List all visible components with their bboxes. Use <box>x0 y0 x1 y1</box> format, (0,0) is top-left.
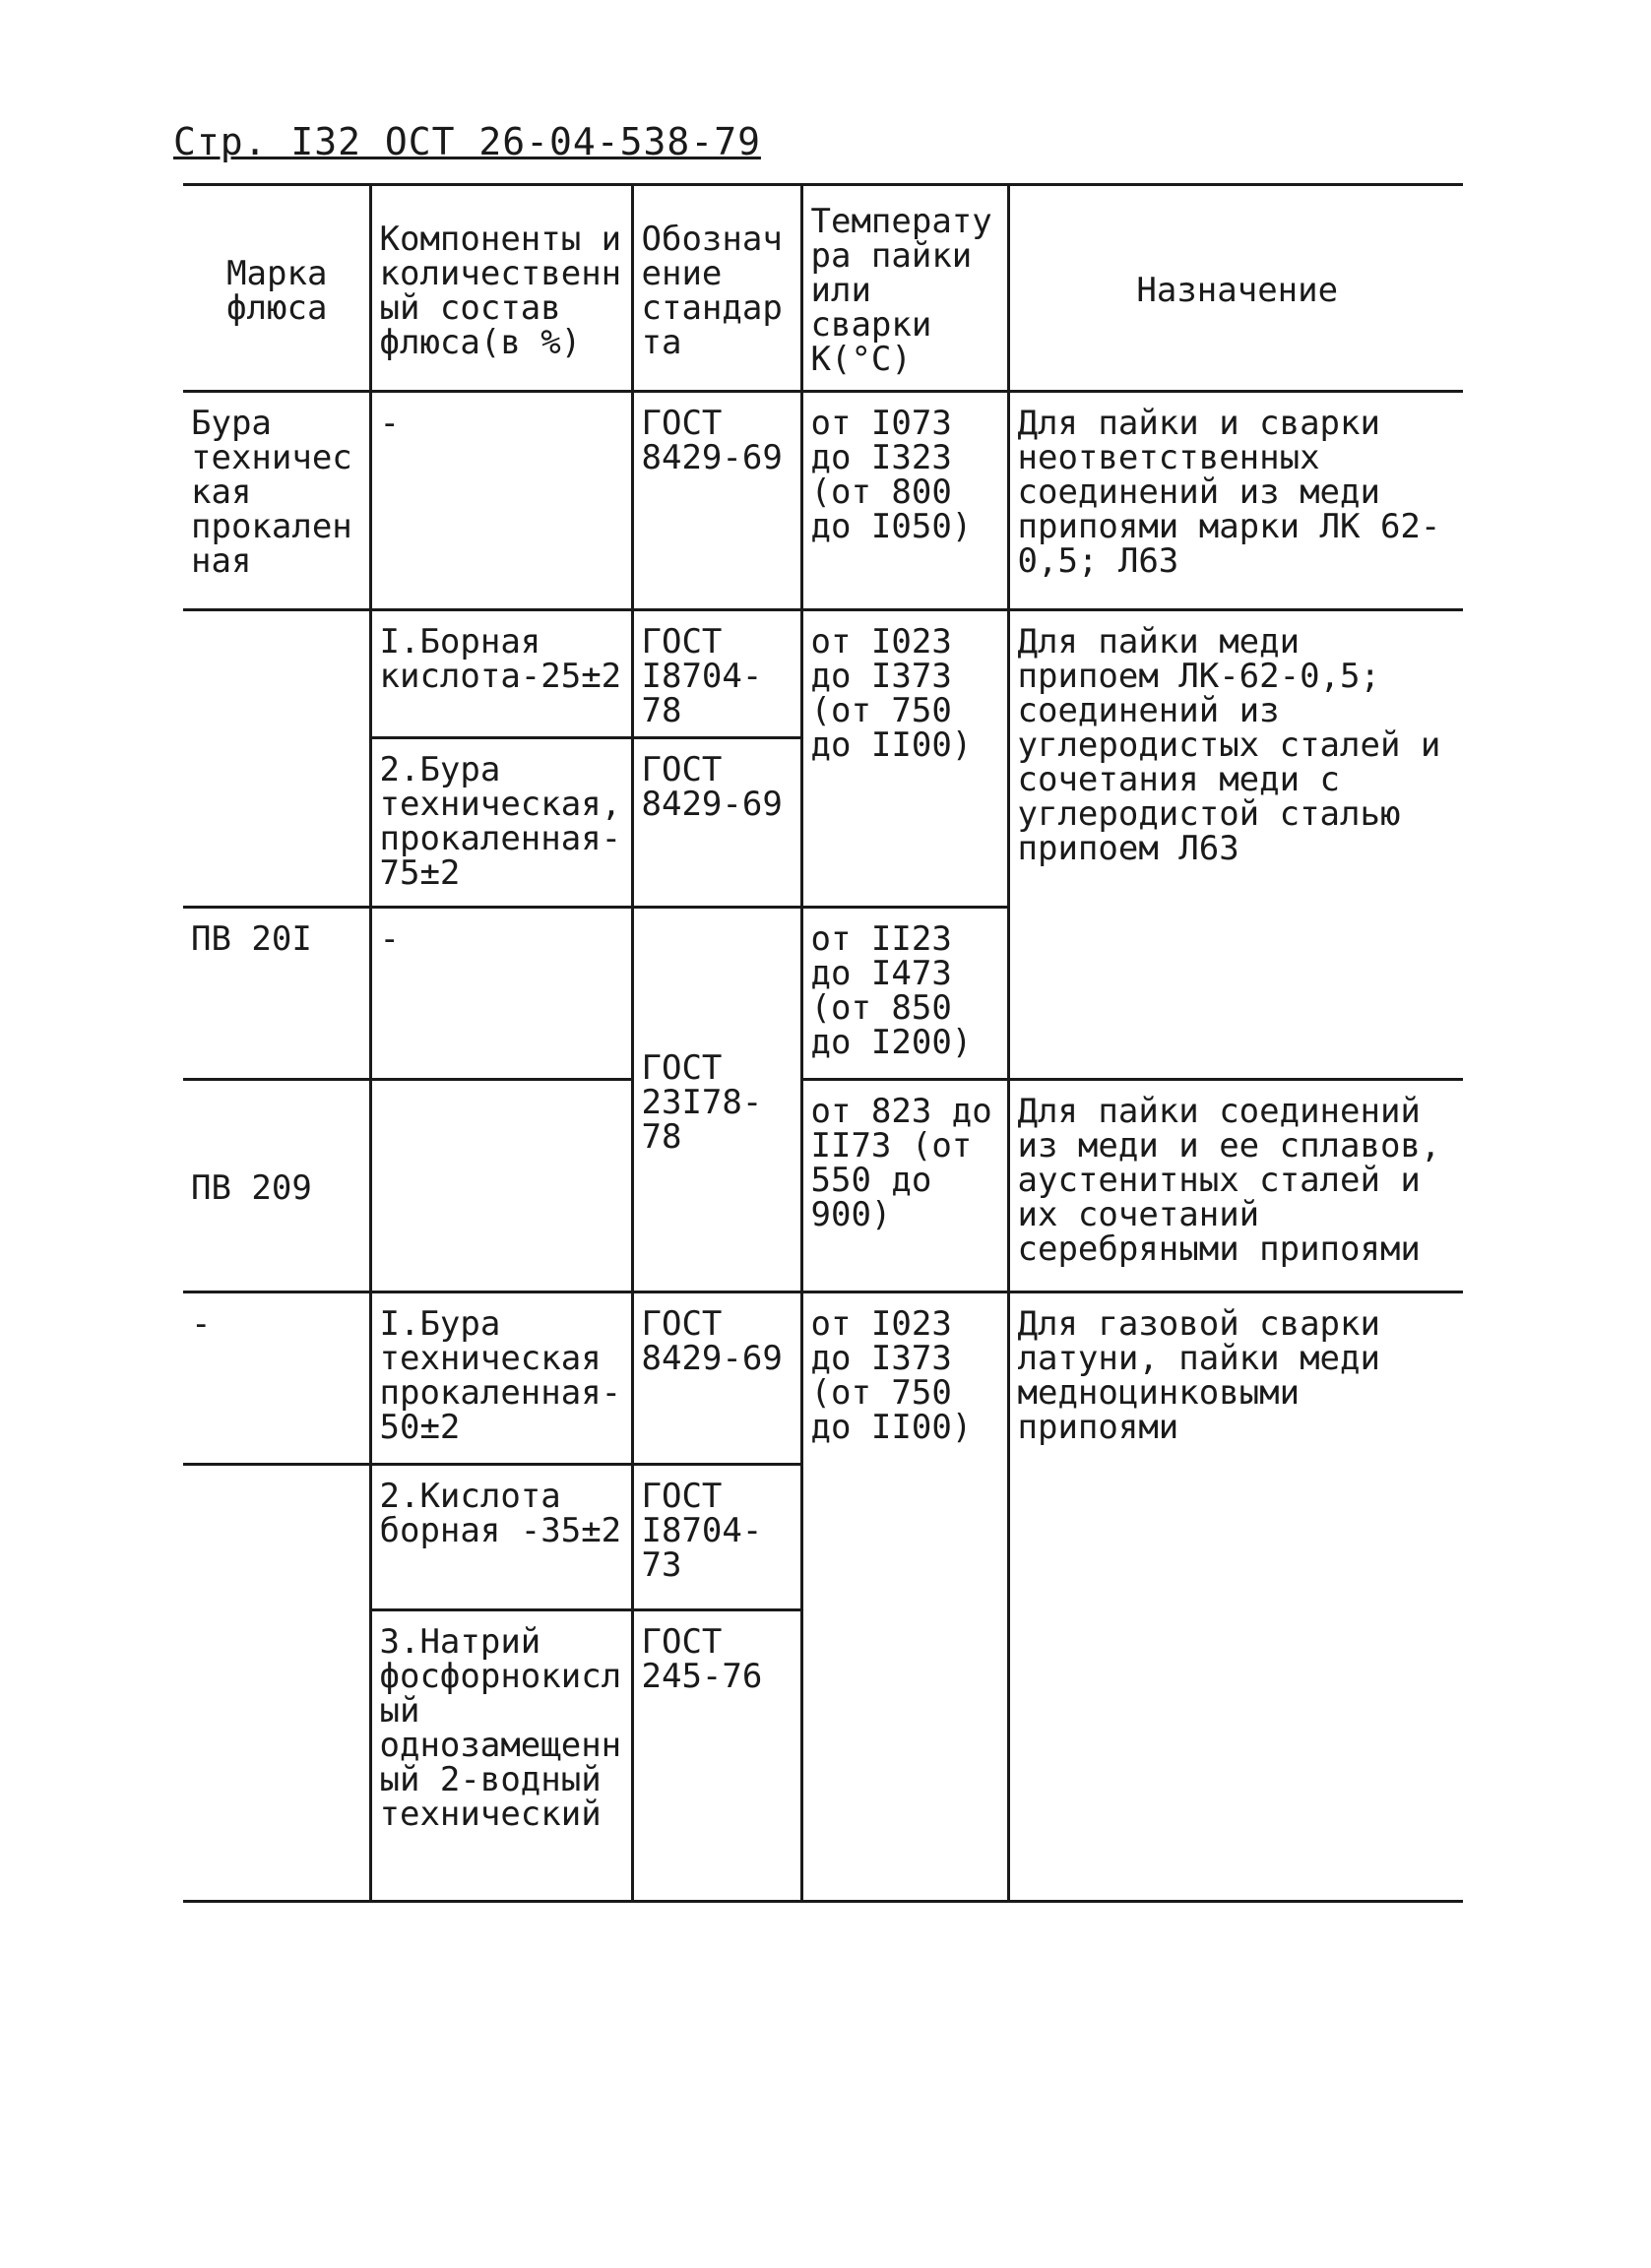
cell-mark <box>183 1465 370 1902</box>
cell-mark: ПВ 209 <box>183 1080 370 1292</box>
cell-mark <box>183 610 370 908</box>
page-header: Стр. I32 ОСТ 26-04-538-79 <box>173 120 761 163</box>
flux-table <box>183 183 1463 1903</box>
cell-purpose: Для пайки соединений из меди и ее сплавов, аустенитных сталей и их сочетаний серебряными припоями <box>1008 1080 1463 1292</box>
cell-components: - <box>370 392 632 610</box>
cell-temperature: от II23 до I473 (от 850 до I200) <box>801 908 1008 1080</box>
col-header-components: Компоненты и количественный состав флюса(в %) <box>370 185 632 392</box>
cell-purpose: Для пайки и сварки неответственных соединений из меди припоями марки ЛК 62-0,5; Л63 <box>1008 392 1463 610</box>
cell-components: 2.Кислота борная -35±2 <box>370 1465 632 1610</box>
cell-standard: ГОСТ 8429-69 <box>632 1292 801 1465</box>
cell-mark: ПВ 20I <box>183 908 370 1080</box>
cell-standard: ГОСТ I8704-73 <box>632 1465 801 1610</box>
cell-mark: Бура техническая прокаленная <box>183 392 370 610</box>
cell-purpose: Для пайки меди припоем ЛК-62-0,5; соединений из углеродистых сталей и сочетания меди с углеродистой сталью припоем Л63 <box>1008 610 1463 1080</box>
table-row <box>183 1292 1463 1465</box>
cell-temperature: от I023 до I373 (от 750 до II00) <box>801 1292 1008 1902</box>
col-header-temperature: Температура пайки или сварки К(°С) <box>801 185 1008 392</box>
cell-components <box>370 1080 632 1292</box>
cell-standard: ГОСТ 8429-69 <box>632 738 801 908</box>
col-header-purpose: Назначение <box>1008 185 1463 392</box>
cell-temperature: от I023 до I373 (от 750 до II00) <box>801 610 1008 908</box>
cell-components: I.Бура техническая прокаленная-50±2 <box>370 1292 632 1465</box>
cell-standard: ГОСТ I8704-78 <box>632 610 801 738</box>
table-row <box>183 610 1463 738</box>
cell-temperature: от 823 до II73 (от 550 до 900) <box>801 1080 1008 1292</box>
table-row <box>183 392 1463 610</box>
col-header-standard: Обозначение стандарта <box>632 185 801 392</box>
cell-purpose: Для газовой сварки латуни, пайки меди медноцинковыми припоями <box>1008 1292 1463 1902</box>
cell-standard: ГОСТ 245-76 <box>632 1610 801 1902</box>
cell-standard: ГОСТ 23I78-78 <box>632 908 801 1292</box>
cell-components: 3.Натрий фосфорнокислый однозамещенный 2-водный технический <box>370 1610 632 1902</box>
cell-components: 2.Бура техническая, прокаленная-75±2 <box>370 738 632 908</box>
cell-standard: ГОСТ 8429-69 <box>632 392 801 610</box>
cell-mark: - <box>183 1292 370 1465</box>
cell-components: - <box>370 908 632 1080</box>
cell-temperature: от I073 до I323 (от 800 до I050) <box>801 392 1008 610</box>
col-header-mark: Марка флюса <box>183 185 370 392</box>
cell-components: I.Борная кислота-25±2 <box>370 610 632 738</box>
table-row <box>183 1080 1463 1292</box>
